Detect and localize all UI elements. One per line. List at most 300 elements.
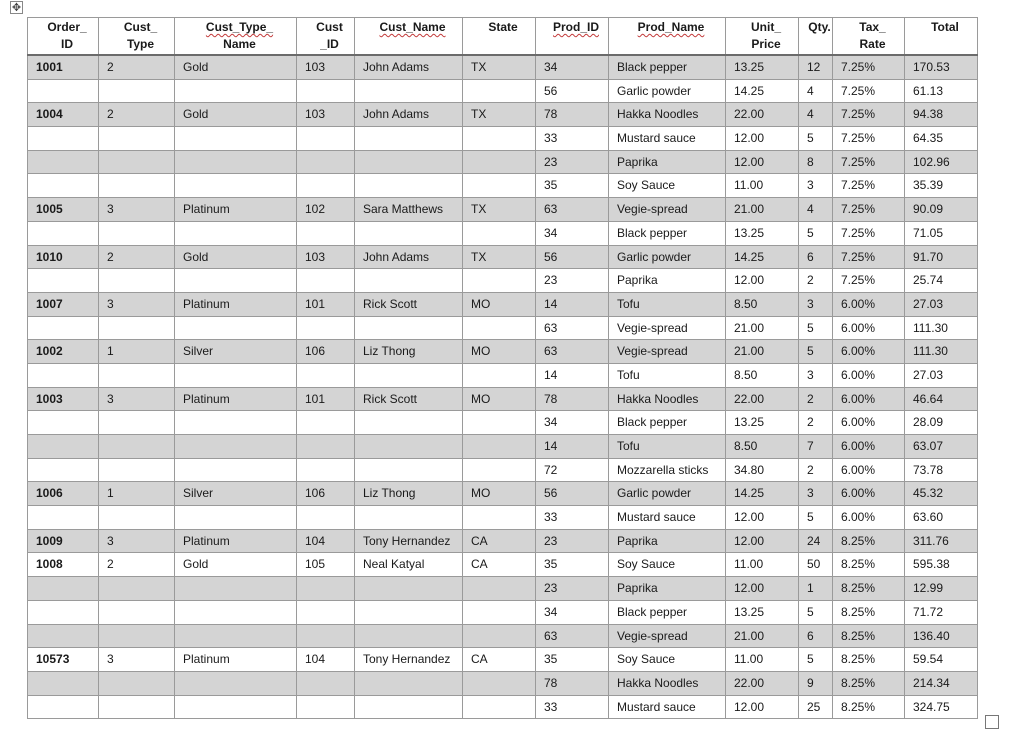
table-cell[interactable] <box>28 316 99 340</box>
table-cell[interactable] <box>463 458 536 482</box>
table-cell[interactable]: 14 <box>536 435 609 459</box>
table-cell[interactable] <box>297 411 355 435</box>
table-cell[interactable] <box>463 671 536 695</box>
table-cell[interactable]: MO <box>463 292 536 316</box>
table-cell[interactable]: John Adams <box>355 55 463 79</box>
table-cell[interactable]: 24 <box>799 529 833 553</box>
table-cell[interactable] <box>297 269 355 293</box>
table-cell[interactable]: MO <box>463 482 536 506</box>
table-cell[interactable] <box>99 458 175 482</box>
table-cell[interactable] <box>99 127 175 151</box>
table-cell[interactable] <box>463 577 536 601</box>
table-cell[interactable] <box>99 695 175 719</box>
table-cell[interactable] <box>355 695 463 719</box>
table-cell[interactable] <box>463 221 536 245</box>
table-cell[interactable]: Soy Sauce <box>609 174 726 198</box>
table-cell[interactable]: 1005 <box>28 198 99 222</box>
table-cell[interactable]: 12.00 <box>726 150 799 174</box>
table-cell[interactable]: 33 <box>536 695 609 719</box>
table-cell[interactable]: Gold <box>175 103 297 127</box>
table-cell[interactable]: Gold <box>175 553 297 577</box>
table-cell[interactable]: 3 <box>799 363 833 387</box>
table-cell[interactable]: 13.25 <box>726 600 799 624</box>
table-cell[interactable]: 595.38 <box>905 553 978 577</box>
table-cell[interactable] <box>99 150 175 174</box>
table-cell[interactable]: 23 <box>536 529 609 553</box>
table-cell[interactable] <box>99 269 175 293</box>
table-cell[interactable]: 78 <box>536 103 609 127</box>
table-cell[interactable]: 35 <box>536 553 609 577</box>
table-cell[interactable] <box>175 506 297 530</box>
table-cell[interactable]: 7.25% <box>833 245 905 269</box>
table-cell[interactable]: 63.07 <box>905 435 978 459</box>
table-cell[interactable]: Rick Scott <box>355 292 463 316</box>
table-cell[interactable]: Liz Thong <box>355 482 463 506</box>
table-cell[interactable]: Tofu <box>609 363 726 387</box>
table-cell[interactable]: Paprika <box>609 577 726 601</box>
table-cell[interactable]: 104 <box>297 529 355 553</box>
table-cell[interactable]: 103 <box>297 245 355 269</box>
table-cell[interactable] <box>297 79 355 103</box>
table-cell[interactable]: 14 <box>536 363 609 387</box>
table-cell[interactable] <box>99 363 175 387</box>
table-cell[interactable]: Vegie-spread <box>609 624 726 648</box>
table-cell[interactable] <box>175 127 297 151</box>
table-cell[interactable]: 311.76 <box>905 529 978 553</box>
table-cell[interactable]: 2 <box>99 55 175 79</box>
table-cell[interactable]: 1 <box>99 482 175 506</box>
table-cell[interactable] <box>297 671 355 695</box>
table-cell[interactable] <box>355 411 463 435</box>
table-cell[interactable]: 8.25% <box>833 553 905 577</box>
table-cell[interactable]: 64.35 <box>905 127 978 151</box>
table-cell[interactable]: 33 <box>536 127 609 151</box>
table-cell[interactable]: 111.30 <box>905 316 978 340</box>
table-cell[interactable]: 11.00 <box>726 648 799 672</box>
table-cell[interactable]: 12.00 <box>726 529 799 553</box>
table-cell[interactable]: 63 <box>536 316 609 340</box>
table-cell[interactable] <box>99 316 175 340</box>
table-cell[interactable] <box>355 458 463 482</box>
table-cell[interactable]: Gold <box>175 245 297 269</box>
table-cell[interactable]: TX <box>463 103 536 127</box>
table-cell[interactable]: Platinum <box>175 529 297 553</box>
table-cell[interactable]: 35 <box>536 174 609 198</box>
table-cell[interactable] <box>99 411 175 435</box>
table-cell[interactable] <box>297 150 355 174</box>
table-cell[interactable] <box>297 577 355 601</box>
table-cell[interactable]: 61.13 <box>905 79 978 103</box>
table-cell[interactable] <box>297 363 355 387</box>
table-cell[interactable]: 8.25% <box>833 600 905 624</box>
table-cell[interactable]: 7.25% <box>833 79 905 103</box>
table-cell[interactable] <box>28 600 99 624</box>
table-cell[interactable]: 21.00 <box>726 340 799 364</box>
table-cell[interactable] <box>28 506 99 530</box>
table-cell[interactable] <box>28 435 99 459</box>
table-cell[interactable]: 2 <box>799 458 833 482</box>
table-cell[interactable]: Garlic powder <box>609 482 726 506</box>
table-cell[interactable]: 8.25% <box>833 577 905 601</box>
table-cell[interactable]: 13.25 <box>726 411 799 435</box>
table-cell[interactable]: Paprika <box>609 529 726 553</box>
table-cell[interactable]: 6.00% <box>833 435 905 459</box>
table-cell[interactable]: 35.39 <box>905 174 978 198</box>
table-cell[interactable]: 91.70 <box>905 245 978 269</box>
table-cell[interactable] <box>99 671 175 695</box>
table-cell[interactable] <box>463 600 536 624</box>
table-cell[interactable]: 170.53 <box>905 55 978 79</box>
table-cell[interactable]: TX <box>463 245 536 269</box>
table-cell[interactable]: John Adams <box>355 103 463 127</box>
table-cell[interactable]: 63 <box>536 340 609 364</box>
table-cell[interactable]: 5 <box>799 600 833 624</box>
table-cell[interactable]: Hakka Noodles <box>609 671 726 695</box>
table-cell[interactable]: Tony Hernandez <box>355 648 463 672</box>
table-cell[interactable]: 7 <box>799 435 833 459</box>
table-cell[interactable]: 1008 <box>28 553 99 577</box>
table-cell[interactable]: Platinum <box>175 387 297 411</box>
table-cell[interactable]: 8.50 <box>726 292 799 316</box>
table-cell[interactable]: 34 <box>536 55 609 79</box>
table-cell[interactable]: 5 <box>799 221 833 245</box>
table-cell[interactable] <box>355 600 463 624</box>
table-cell[interactable]: 3 <box>799 292 833 316</box>
table-cell[interactable]: 2 <box>799 411 833 435</box>
table-cell[interactable] <box>355 577 463 601</box>
table-cell[interactable]: 34 <box>536 221 609 245</box>
table-cell[interactable]: 5 <box>799 506 833 530</box>
table-cell[interactable]: 4 <box>799 198 833 222</box>
table-cell[interactable]: 11.00 <box>726 553 799 577</box>
table-cell[interactable]: Garlic powder <box>609 79 726 103</box>
table-cell[interactable]: 101 <box>297 387 355 411</box>
table-cell[interactable]: 45.32 <box>905 482 978 506</box>
table-cell[interactable] <box>99 435 175 459</box>
table-cell[interactable]: Tofu <box>609 292 726 316</box>
table-cell[interactable]: 22.00 <box>726 387 799 411</box>
table-cell[interactable]: 8.50 <box>726 435 799 459</box>
table-cell[interactable]: Tofu <box>609 435 726 459</box>
table-cell[interactable] <box>463 695 536 719</box>
table-cell[interactable]: 6 <box>799 624 833 648</box>
table-cell[interactable] <box>463 269 536 293</box>
table-cell[interactable]: 3 <box>799 482 833 506</box>
table-cell[interactable]: Liz Thong <box>355 340 463 364</box>
table-cell[interactable]: 8.50 <box>726 363 799 387</box>
table-cell[interactable] <box>297 174 355 198</box>
table-cell[interactable]: 94.38 <box>905 103 978 127</box>
table-cell[interactable]: 7.25% <box>833 269 905 293</box>
table-cell[interactable]: 3 <box>99 292 175 316</box>
table-cell[interactable]: 3 <box>799 174 833 198</box>
table-cell[interactable]: Mustard sauce <box>609 695 726 719</box>
table-cell[interactable]: 21.00 <box>726 624 799 648</box>
table-cell[interactable]: 9 <box>799 671 833 695</box>
table-cell[interactable]: MO <box>463 340 536 364</box>
table-cell[interactable]: 101 <box>297 292 355 316</box>
table-cell[interactable]: 2 <box>99 245 175 269</box>
table-cell[interactable]: 56 <box>536 245 609 269</box>
table-cell[interactable] <box>297 695 355 719</box>
table-cell[interactable]: 23 <box>536 150 609 174</box>
table-cell[interactable] <box>99 624 175 648</box>
table-cell[interactable]: Silver <box>175 482 297 506</box>
table-cell[interactable]: 1004 <box>28 103 99 127</box>
table-cell[interactable]: 56 <box>536 79 609 103</box>
table-cell[interactable]: 8.25% <box>833 671 905 695</box>
table-cell[interactable]: Silver <box>175 340 297 364</box>
table-cell[interactable]: Platinum <box>175 198 297 222</box>
table-cell[interactable]: 1002 <box>28 340 99 364</box>
table-cell[interactable] <box>175 435 297 459</box>
table-cell[interactable]: CA <box>463 553 536 577</box>
table-cell[interactable]: Paprika <box>609 269 726 293</box>
table-cell[interactable]: 8.25% <box>833 648 905 672</box>
table-cell[interactable]: 7.25% <box>833 174 905 198</box>
table-cell[interactable] <box>355 221 463 245</box>
table-cell[interactable]: Tony Hernandez <box>355 529 463 553</box>
table-cell[interactable]: 5 <box>799 648 833 672</box>
table-cell[interactable]: 106 <box>297 482 355 506</box>
table-cell[interactable] <box>28 695 99 719</box>
table-cell[interactable] <box>175 174 297 198</box>
table-cell[interactable] <box>28 458 99 482</box>
table-cell[interactable]: 22.00 <box>726 671 799 695</box>
table-cell[interactable] <box>175 79 297 103</box>
table-cell[interactable] <box>355 127 463 151</box>
table-cell[interactable]: 2 <box>799 269 833 293</box>
table-cell[interactable]: 14.25 <box>726 482 799 506</box>
table-cell[interactable]: 13.25 <box>726 221 799 245</box>
table-cell[interactable] <box>175 458 297 482</box>
table-cell[interactable]: 50 <box>799 553 833 577</box>
table-cell[interactable]: 25.74 <box>905 269 978 293</box>
table-cell[interactable]: 6.00% <box>833 411 905 435</box>
table-cell[interactable] <box>355 174 463 198</box>
table-cell[interactable]: TX <box>463 198 536 222</box>
table-cell[interactable] <box>175 671 297 695</box>
table-cell[interactable]: Hakka Noodles <box>609 103 726 127</box>
table-cell[interactable]: 111.30 <box>905 340 978 364</box>
table-cell[interactable]: 8 <box>799 150 833 174</box>
table-cell[interactable]: Paprika <box>609 150 726 174</box>
table-cell[interactable] <box>175 269 297 293</box>
table-cell[interactable]: Platinum <box>175 292 297 316</box>
table-cell[interactable]: 136.40 <box>905 624 978 648</box>
table-cell[interactable]: MO <box>463 387 536 411</box>
table-cell[interactable]: Platinum <box>175 648 297 672</box>
table-cell[interactable] <box>175 624 297 648</box>
table-cell[interactable]: 3 <box>99 387 175 411</box>
table-cell[interactable]: 21.00 <box>726 198 799 222</box>
table-cell[interactable]: 324.75 <box>905 695 978 719</box>
table-cell[interactable] <box>297 127 355 151</box>
table-cell[interactable]: CA <box>463 529 536 553</box>
table-cell[interactable]: 33 <box>536 506 609 530</box>
table-cell[interactable]: 5 <box>799 316 833 340</box>
table-resize-handle-icon[interactable] <box>985 715 999 729</box>
table-cell[interactable] <box>28 411 99 435</box>
table-cell[interactable]: 6 <box>799 245 833 269</box>
table-cell[interactable]: 6.00% <box>833 316 905 340</box>
table-cell[interactable]: 7.25% <box>833 198 905 222</box>
table-cell[interactable]: 10573 <box>28 648 99 672</box>
table-cell[interactable]: Mustard sauce <box>609 127 726 151</box>
table-cell[interactable]: 102.96 <box>905 150 978 174</box>
table-cell[interactable]: 1009 <box>28 529 99 553</box>
table-cell[interactable]: TX <box>463 55 536 79</box>
table-cell[interactable] <box>463 316 536 340</box>
table-cell[interactable]: 6.00% <box>833 458 905 482</box>
table-cell[interactable] <box>355 79 463 103</box>
table-cell[interactable] <box>28 174 99 198</box>
table-cell[interactable]: Soy Sauce <box>609 648 726 672</box>
table-cell[interactable]: 104 <box>297 648 355 672</box>
table-cell[interactable]: 12.00 <box>726 506 799 530</box>
table-cell[interactable] <box>355 363 463 387</box>
table-cell[interactable]: 6.00% <box>833 363 905 387</box>
table-cell[interactable]: Vegie-spread <box>609 340 726 364</box>
table-cell[interactable]: 23 <box>536 577 609 601</box>
table-cell[interactable] <box>355 150 463 174</box>
table-cell[interactable]: 27.03 <box>905 292 978 316</box>
table-cell[interactable]: 6.00% <box>833 506 905 530</box>
table-cell[interactable]: 6.00% <box>833 340 905 364</box>
table-cell[interactable]: Mustard sauce <box>609 506 726 530</box>
table-cell[interactable]: 63 <box>536 624 609 648</box>
table-cell[interactable]: John Adams <box>355 245 463 269</box>
table-cell[interactable] <box>99 221 175 245</box>
table-cell[interactable]: 12.00 <box>726 269 799 293</box>
table-cell[interactable] <box>297 458 355 482</box>
table-cell[interactable] <box>28 577 99 601</box>
table-cell[interactable] <box>28 671 99 695</box>
table-cell[interactable] <box>175 221 297 245</box>
table-cell[interactable]: Gold <box>175 55 297 79</box>
table-cell[interactable]: 59.54 <box>905 648 978 672</box>
table-cell[interactable] <box>28 221 99 245</box>
table-cell[interactable] <box>297 221 355 245</box>
table-cell[interactable]: 35 <box>536 648 609 672</box>
table-cell[interactable]: 1007 <box>28 292 99 316</box>
table-cell[interactable]: Hakka Noodles <box>609 387 726 411</box>
table-cell[interactable]: Black pepper <box>609 221 726 245</box>
table-cell[interactable] <box>355 316 463 340</box>
table-cell[interactable] <box>175 411 297 435</box>
table-cell[interactable]: 7.25% <box>833 103 905 127</box>
table-cell[interactable] <box>28 269 99 293</box>
table-cell[interactable]: 2 <box>799 387 833 411</box>
table-cell[interactable]: 34 <box>536 600 609 624</box>
table-cell[interactable]: 34.80 <box>726 458 799 482</box>
table-cell[interactable]: 78 <box>536 671 609 695</box>
table-cell[interactable]: 12.99 <box>905 577 978 601</box>
table-cell[interactable]: 56 <box>536 482 609 506</box>
table-cell[interactable] <box>355 435 463 459</box>
table-cell[interactable] <box>463 411 536 435</box>
table-cell[interactable]: 46.64 <box>905 387 978 411</box>
table-cell[interactable]: 12.00 <box>726 127 799 151</box>
table-cell[interactable]: 63 <box>536 198 609 222</box>
table-cell[interactable]: 72 <box>536 458 609 482</box>
table-cell[interactable]: 103 <box>297 55 355 79</box>
table-cell[interactable]: 106 <box>297 340 355 364</box>
table-cell[interactable]: 27.03 <box>905 363 978 387</box>
table-cell[interactable] <box>355 269 463 293</box>
table-cell[interactable] <box>463 624 536 648</box>
table-cell[interactable]: 5 <box>799 340 833 364</box>
table-cell[interactable] <box>297 435 355 459</box>
table-cell[interactable]: 7.25% <box>833 127 905 151</box>
table-cell[interactable] <box>355 671 463 695</box>
table-cell[interactable] <box>463 79 536 103</box>
table-cell[interactable]: 13.25 <box>726 55 799 79</box>
table-cell[interactable]: 28.09 <box>905 411 978 435</box>
table-cell[interactable]: 21.00 <box>726 316 799 340</box>
table-cell[interactable]: 1 <box>799 577 833 601</box>
table-move-handle-icon[interactable]: ✥ <box>11 2 22 14</box>
table-cell[interactable]: 3 <box>99 198 175 222</box>
table-cell[interactable]: 1003 <box>28 387 99 411</box>
table-cell[interactable]: 22.00 <box>726 103 799 127</box>
table-cell[interactable]: Mozzarella sticks <box>609 458 726 482</box>
table-cell[interactable] <box>355 506 463 530</box>
table-cell[interactable] <box>99 79 175 103</box>
table-cell[interactable] <box>28 150 99 174</box>
table-cell[interactable]: 14.25 <box>726 245 799 269</box>
table-cell[interactable]: Rick Scott <box>355 387 463 411</box>
table-cell[interactable]: 71.05 <box>905 221 978 245</box>
table-cell[interactable]: 103 <box>297 103 355 127</box>
table-cell[interactable]: 4 <box>799 103 833 127</box>
table-cell[interactable]: Soy Sauce <box>609 553 726 577</box>
table-cell[interactable]: 3 <box>99 648 175 672</box>
table-cell[interactable] <box>175 577 297 601</box>
table-cell[interactable] <box>355 624 463 648</box>
table-cell[interactable]: Sara Matthews <box>355 198 463 222</box>
table-cell[interactable] <box>99 577 175 601</box>
table-cell[interactable]: 63.60 <box>905 506 978 530</box>
table-cell[interactable]: 2 <box>99 103 175 127</box>
table-cell[interactable]: 1001 <box>28 55 99 79</box>
table-cell[interactable]: 8.25% <box>833 529 905 553</box>
table-cell[interactable]: 214.34 <box>905 671 978 695</box>
table-cell[interactable]: 8.25% <box>833 695 905 719</box>
table-cell[interactable]: 71.72 <box>905 600 978 624</box>
table-cell[interactable] <box>28 79 99 103</box>
table-cell[interactable]: 12 <box>799 55 833 79</box>
table-cell[interactable]: Black pepper <box>609 55 726 79</box>
table-cell[interactable]: 7.25% <box>833 221 905 245</box>
table-cell[interactable]: 7.25% <box>833 150 905 174</box>
table-cell[interactable] <box>175 695 297 719</box>
table-cell[interactable] <box>297 624 355 648</box>
table-cell[interactable] <box>463 127 536 151</box>
table-cell[interactable]: 102 <box>297 198 355 222</box>
table-cell[interactable] <box>297 600 355 624</box>
table-cell[interactable] <box>463 435 536 459</box>
table-cell[interactable]: 6.00% <box>833 292 905 316</box>
table-cell[interactable]: 2 <box>99 553 175 577</box>
table-cell[interactable]: 25 <box>799 695 833 719</box>
table-cell[interactable]: 14 <box>536 292 609 316</box>
table-cell[interactable]: 11.00 <box>726 174 799 198</box>
table-cell[interactable]: 14.25 <box>726 79 799 103</box>
table-cell[interactable]: 12.00 <box>726 695 799 719</box>
table-cell[interactable]: CA <box>463 648 536 672</box>
table-cell[interactable] <box>175 600 297 624</box>
